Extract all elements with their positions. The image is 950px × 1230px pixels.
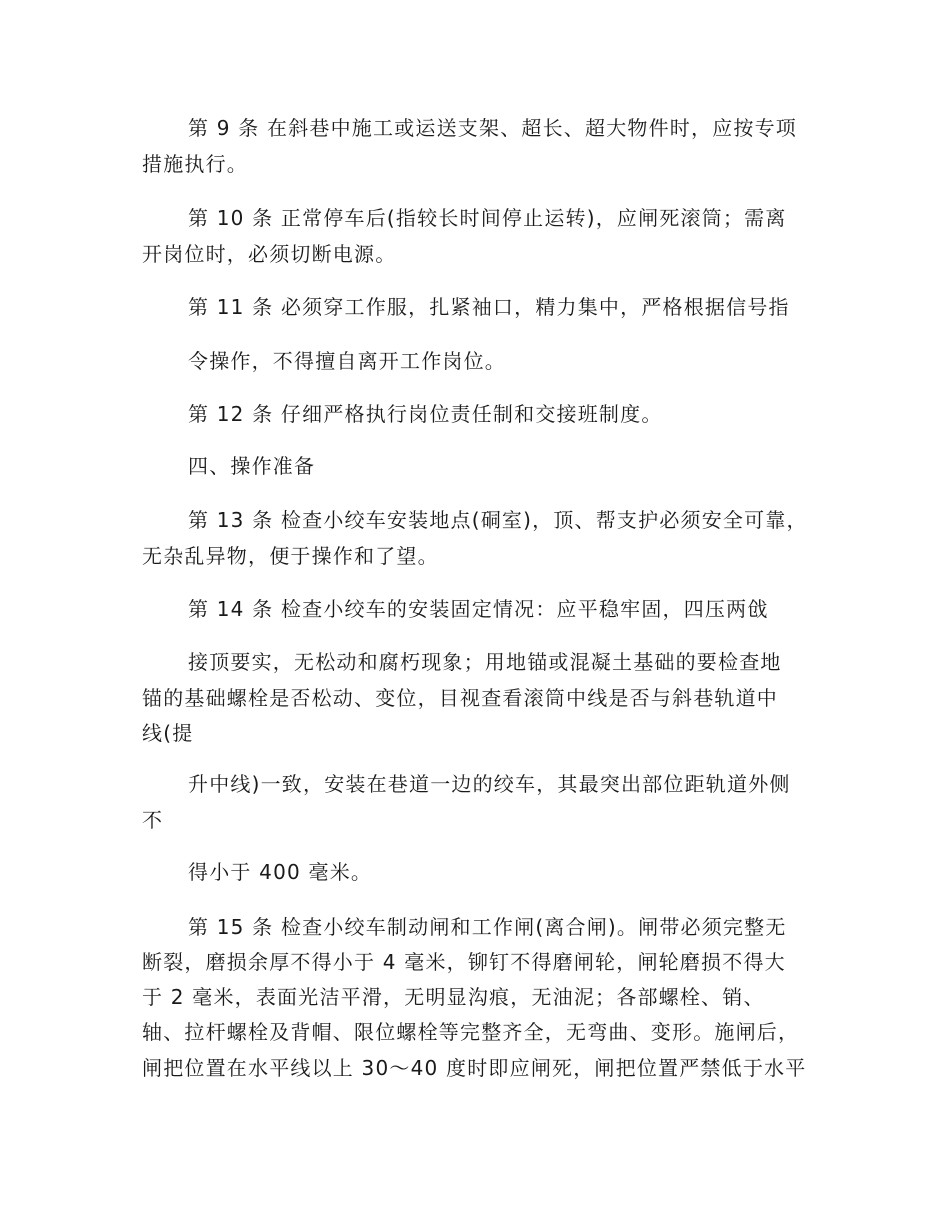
article-13-line-1: 第 13 条 检查小绞车安装地点(硐室)，顶、帮支护必须安全可靠， xyxy=(188,508,808,532)
article-15-line-2: 断裂，磨损余厚不得小于 4 毫米，铆钉不得磨闸轮，闸轮磨损不得大 xyxy=(142,950,786,974)
article-11-line-2: 令操作，不得擅自离开工作岗位。 xyxy=(188,349,506,373)
article-12-line: 第 12 条 仔细严格执行岗位责任制和交接班制度。 xyxy=(188,402,663,426)
article-14-line-5: 升中线)一致，安装在巷道一边的绞车，其最突出部位距轨道外侧 xyxy=(188,772,791,796)
article-15-line-5: 闸把位置在水平线以上 30～40 度时即应闸死，闸把位置严禁低于水平 xyxy=(142,1056,807,1080)
article-9-line-1: 第 9 条 在斜巷中施工或运送支架、超长、超大物件时，应按专项 xyxy=(188,116,797,140)
article-14-line-6: 不 xyxy=(142,808,164,832)
article-15-line-4: 轴、拉杆螺栓及背帽、限位螺栓等完整齐全，无弯曲、变形。施闸后， xyxy=(142,1020,800,1044)
article-14-line-3: 锚的基础螺栓是否松动、变位，目视查看滚筒中线是否与斜巷轨道中 xyxy=(142,686,778,710)
article-10-line-2: 开岗位时，必须切断电源。 xyxy=(142,242,397,266)
article-10-line-1: 第 10 条 正常停车后(指较长时间停止运转)，应闸死滚筒；需离 xyxy=(188,206,787,230)
article-15-line-1: 第 15 条 检查小绞车制动闸和工作闸(离合闸)。闸带必须完整无 xyxy=(188,915,787,939)
article-14-line-4: 线(提 xyxy=(142,721,194,745)
section-heading: 四、操作准备 xyxy=(188,454,316,478)
article-14-line-2: 接顶要实，无松动和腐朽现象；用地锚或混凝土基础的要检查地 xyxy=(188,650,782,674)
article-14-line-1: 第 14 条 检查小绞车的安装固定情况：应平稳牢固，四压两戗 xyxy=(188,597,769,621)
article-14-line-7: 得小于 400 毫米。 xyxy=(188,860,373,884)
article-9-line-2: 措施执行。 xyxy=(142,152,248,176)
article-15-line-3: 于 2 毫米，表面光洁平滑，无明显沟痕，无油泥；各部螺栓、销、 xyxy=(142,985,765,1009)
article-13-line-2: 无杂乱异物，便于操作和了望。 xyxy=(142,544,439,568)
article-11-line-1: 第 11 条 必须穿工作服，扎紧袖口，精力集中，严格根据信号指 xyxy=(188,295,790,319)
